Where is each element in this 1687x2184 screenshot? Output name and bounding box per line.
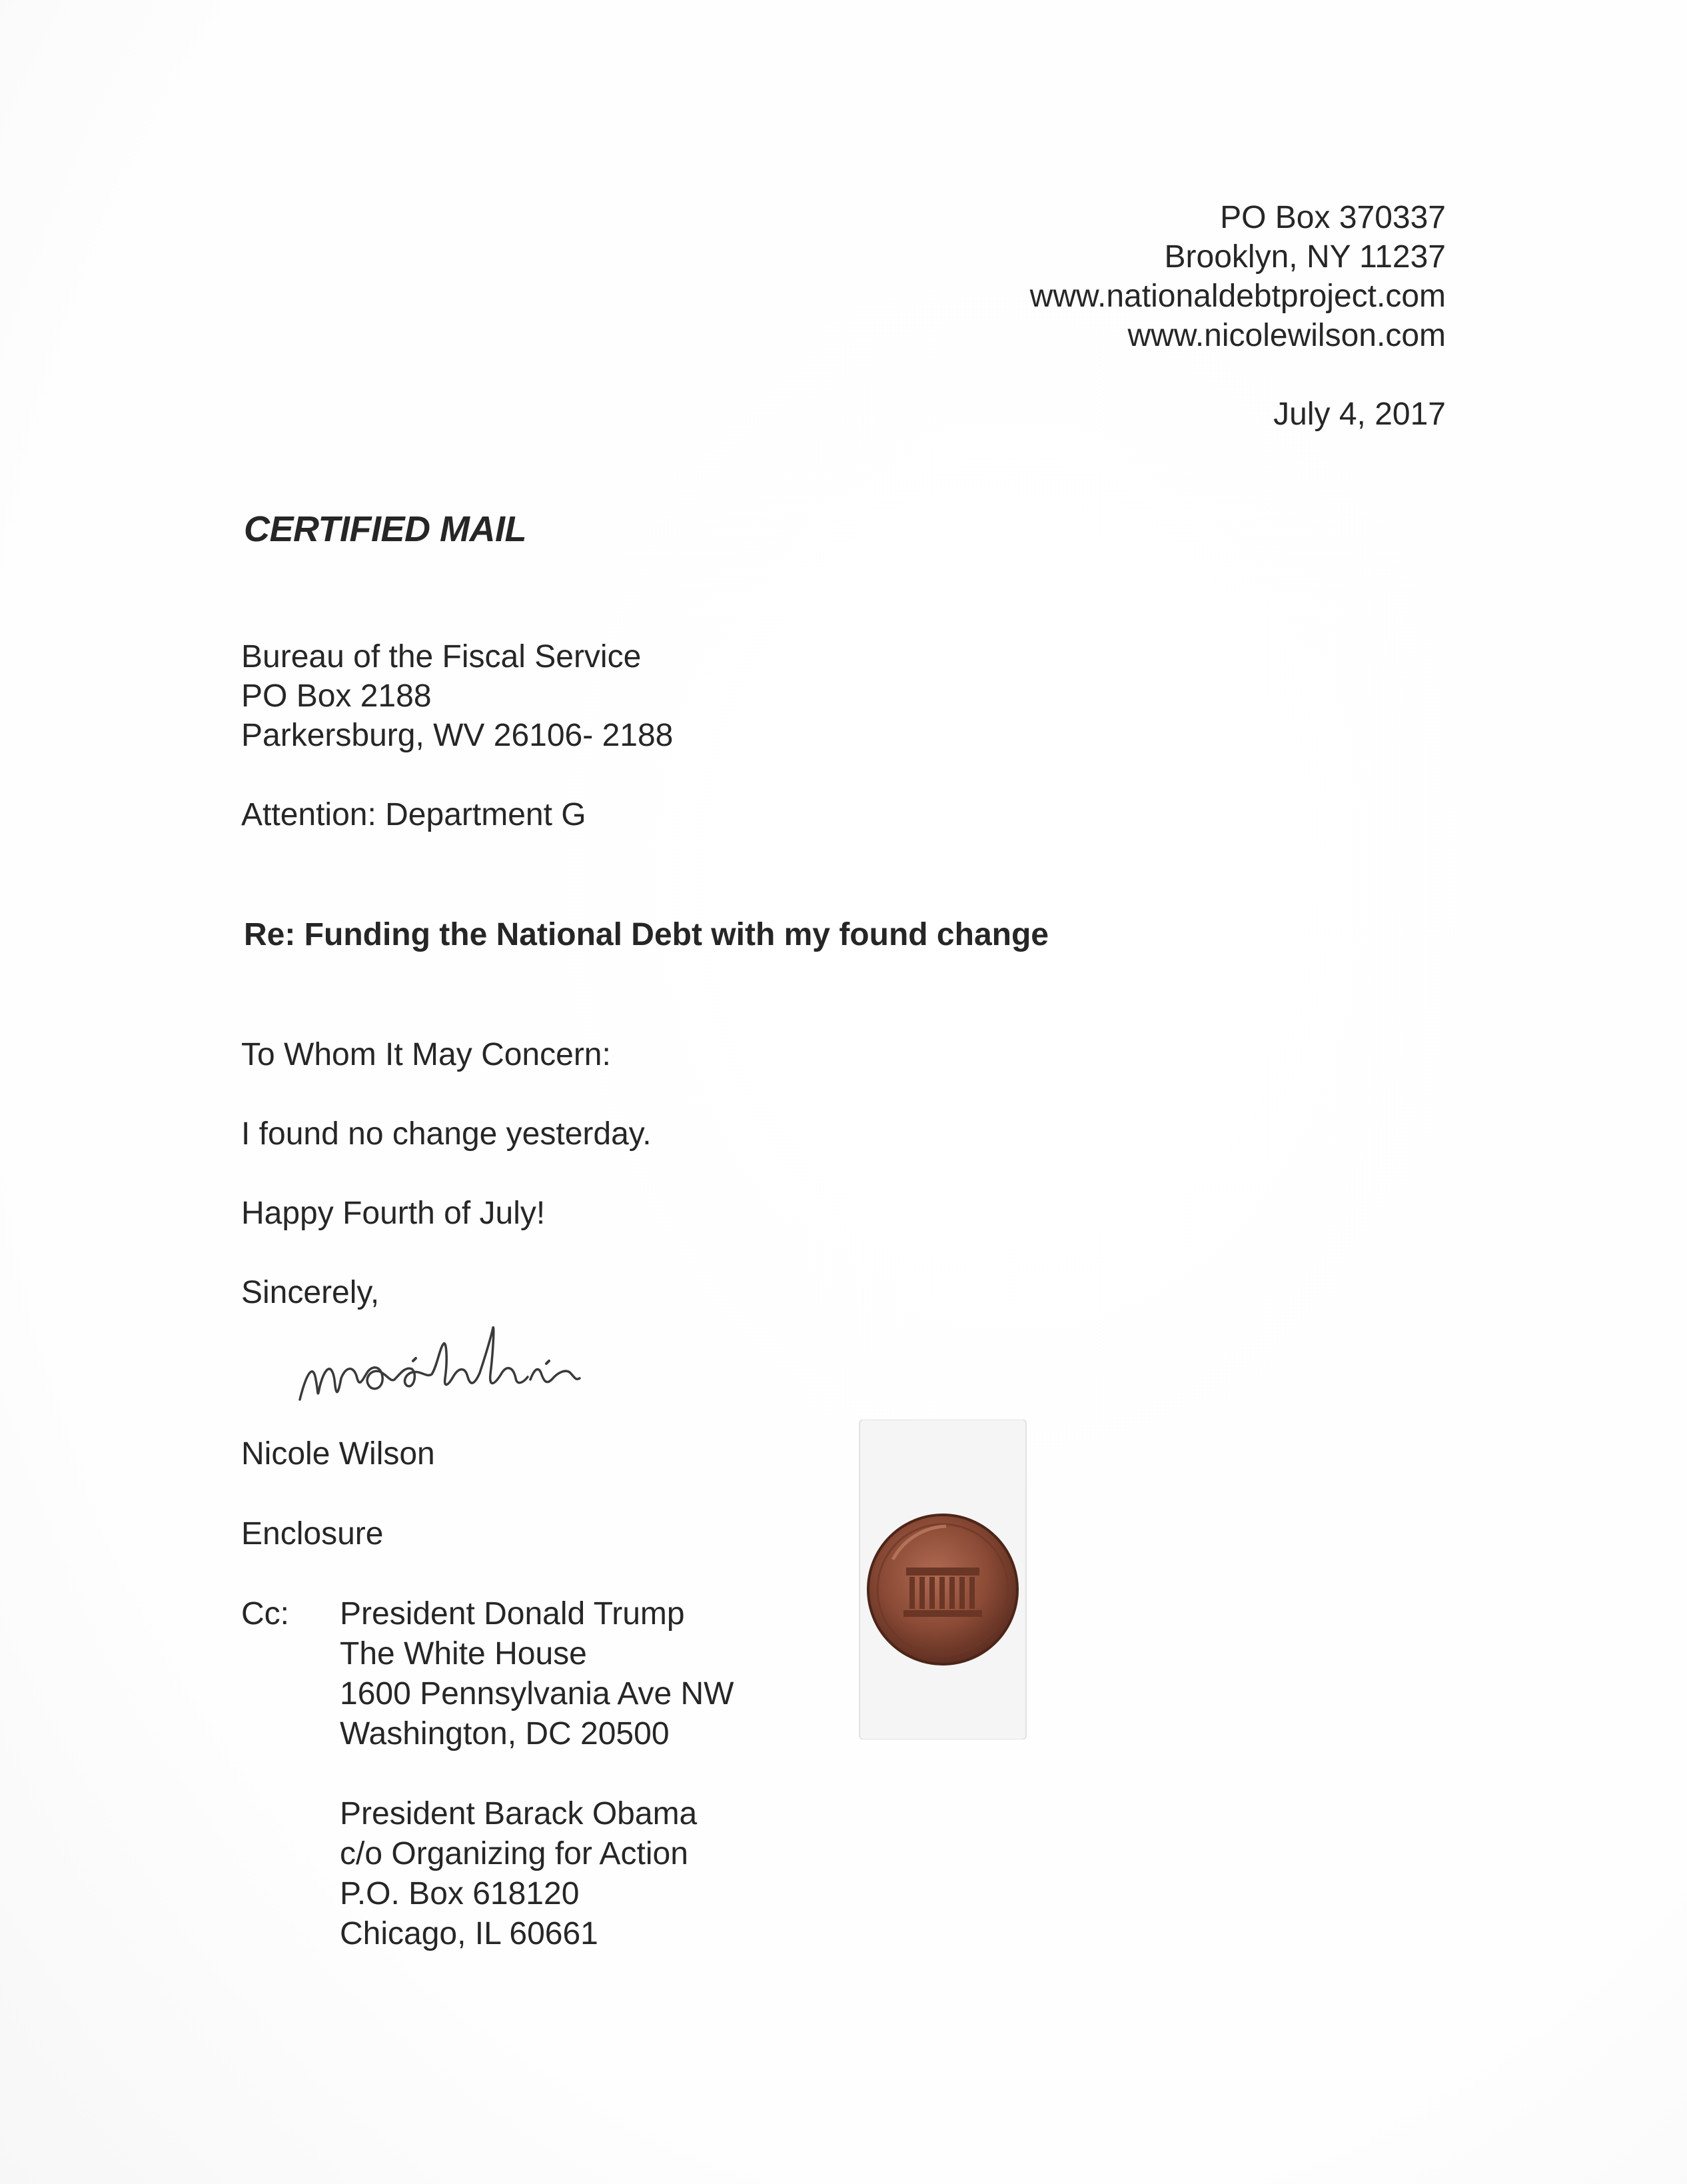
sender-website-1: www.nationaldebtproject.com (1029, 279, 1446, 314)
cc-line: Chicago, IL 60661 (340, 1916, 598, 1951)
cc-line: The White House (340, 1636, 587, 1671)
body-paragraph-1: I found no change yesterday. (241, 1116, 652, 1152)
cc-line: President Donald Trump (340, 1596, 685, 1632)
closing: Sincerely, (241, 1275, 380, 1310)
cc-line: 1600 Pennsylvania Ave NW (340, 1676, 734, 1711)
salutation: To Whom It May Concern: (241, 1037, 611, 1072)
cc-recipient-trump (340, 1594, 734, 1754)
recipient-address-line-1: Bureau of the Fiscal Service (241, 639, 642, 674)
attention-line: Attention: Department G (241, 797, 586, 832)
sender-address-line-1: PO Box 370337 (1220, 200, 1446, 235)
certified-mail-heading: CERTIFIED MAIL (244, 509, 526, 549)
handwritten-signature (293, 1300, 666, 1413)
signer-name: Nicole Wilson (241, 1436, 435, 1472)
body-paragraph-2: Happy Fourth of July! (241, 1196, 546, 1231)
recipient-address-line-3: Parkersburg, WV 26106- 2188 (241, 718, 674, 753)
sender-website-2: www.nicolewilson.com (1127, 318, 1446, 353)
subject-line: Re: Funding the National Debt with my found change (244, 917, 1049, 952)
enclosure-note: Enclosure (241, 1516, 384, 1552)
taped-penny-icon (846, 1420, 1046, 1739)
cc-line: P.O. Box 618120 (340, 1876, 580, 1911)
cc-line: Washington, DC 20500 (340, 1716, 670, 1751)
cc-label: Cc: (241, 1596, 289, 1632)
sender-address-line-2: Brooklyn, NY 11237 (1164, 239, 1446, 275)
cc-line: President Barack Obama (340, 1796, 698, 1831)
cc-line: c/o Organizing for Action (340, 1836, 688, 1871)
cc-recipient-obama (340, 1794, 697, 1954)
recipient-address-line-2: PO Box 2188 (241, 678, 432, 714)
letter-date: July 4, 2017 (1273, 397, 1446, 432)
